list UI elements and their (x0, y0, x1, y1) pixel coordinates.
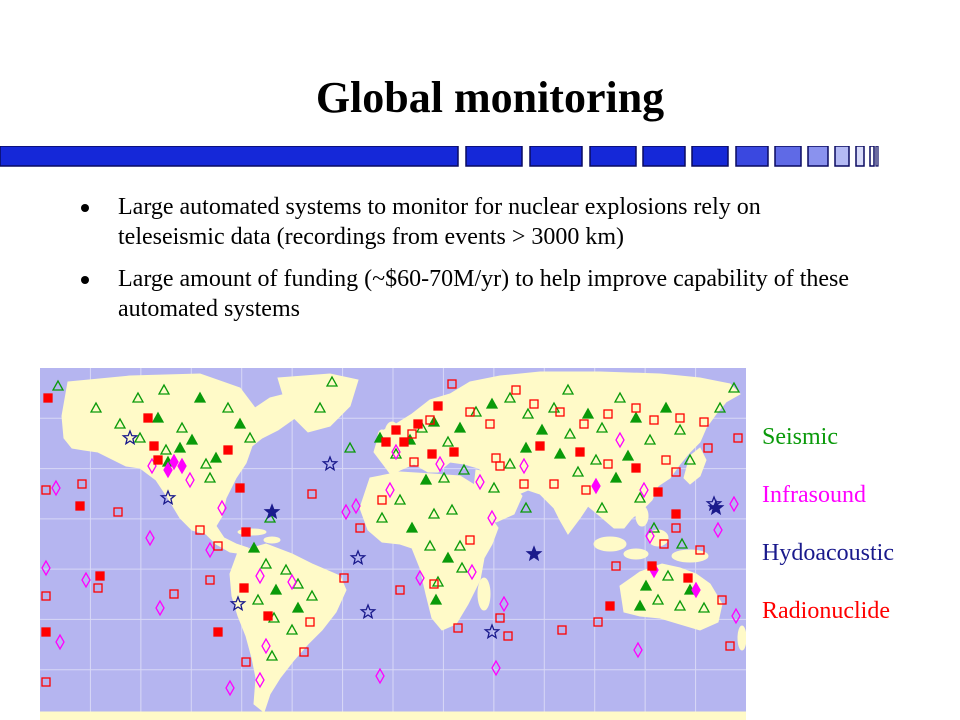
bullet-text: Large amount of funding (~$60-70M/yr) to help improve capability of these automated systems (118, 266, 850, 322)
radionuclide-station-marker (144, 414, 152, 422)
radionuclide-station-marker (264, 612, 272, 620)
radionuclide-station-marker (44, 394, 52, 402)
bullet-dot-icon (81, 276, 89, 284)
bullet-item (78, 192, 868, 252)
radionuclide-station-marker (684, 574, 692, 582)
legend-item-radionuclide: Radionuclide (762, 598, 890, 624)
radionuclide-station-marker (150, 442, 158, 450)
bullet-item (78, 264, 868, 324)
radionuclide-station-marker (672, 510, 680, 518)
caribbean-island (264, 537, 280, 543)
radionuclide-station-marker (576, 448, 584, 456)
world-station-map (40, 368, 746, 720)
radionuclide-station-marker (450, 448, 458, 456)
bullet-dot-icon (81, 204, 89, 212)
decorative-title-bar (0, 146, 960, 168)
bullet-list (78, 192, 868, 336)
indonesia-island (594, 537, 626, 551)
madagascar (478, 578, 490, 610)
philippines (636, 506, 648, 526)
radionuclide-station-marker (632, 464, 640, 472)
legend-item-infrasound: Infrasound (762, 482, 866, 508)
radionuclide-station-marker (428, 450, 436, 458)
radionuclide-station-marker (42, 628, 50, 636)
radionuclide-station-marker (240, 584, 248, 592)
new-guinea (672, 550, 708, 562)
page-title: Global monitoring (315, 73, 665, 122)
radionuclide-station-marker (242, 528, 250, 536)
radionuclide-station-marker (654, 488, 662, 496)
radionuclide-station-marker (414, 420, 422, 428)
radionuclide-station-marker (434, 402, 442, 410)
radionuclide-station-marker (236, 484, 244, 492)
radionuclide-station-marker (536, 442, 544, 450)
radionuclide-station-marker (382, 438, 390, 446)
bullet-text: Large automated systems to monitor for nuclear explosions rely on teleseismic data (recordings from events > 3000 km) (118, 194, 761, 250)
radionuclide-station-marker (606, 602, 614, 610)
legend-item-hydroacoustic: Hydoacoustic (762, 540, 894, 566)
radionuclide-station-marker (76, 502, 84, 510)
radionuclide-station-marker (224, 446, 232, 454)
new-zealand (738, 626, 746, 650)
indonesia-island (624, 549, 648, 559)
radionuclide-station-marker (214, 628, 222, 636)
radionuclide-station-marker (392, 426, 400, 434)
antarctica (40, 712, 746, 720)
legend (762, 408, 894, 640)
legend-item-seismic: Seismic (762, 424, 838, 450)
radionuclide-station-marker (400, 438, 408, 446)
radionuclide-station-marker (154, 456, 162, 464)
radionuclide-station-marker (96, 572, 104, 580)
radionuclide-station-marker (648, 562, 656, 570)
